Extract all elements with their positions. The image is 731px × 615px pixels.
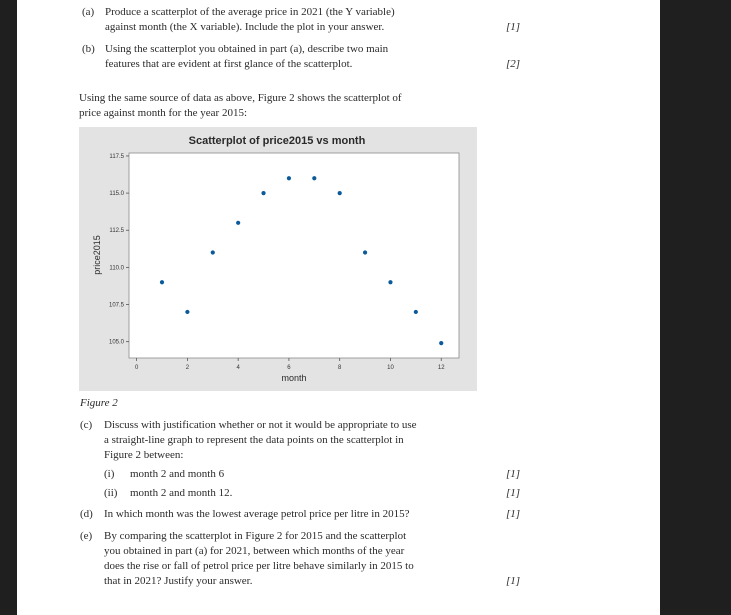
question-c-i-mark: [1] xyxy=(506,468,521,480)
data-point xyxy=(261,191,265,195)
question-b-text xyxy=(105,42,388,72)
figure-caption: Figure 2 xyxy=(80,397,118,409)
question-d-mark: [1] xyxy=(506,508,521,520)
y-tick-label: 112.5 xyxy=(109,228,124,235)
question-d-text: In which month was the lowest average petrol price per litre in 2015? xyxy=(104,508,410,520)
question-b-mark: [2] xyxy=(506,58,521,70)
question-e-line: does the rise or fall of petrol price per litre behave similarly in 2015 to xyxy=(104,560,414,572)
x-tick-label: 12 xyxy=(437,365,445,371)
question-c-i-label: (i) xyxy=(104,468,115,480)
question-a-label: (a) xyxy=(82,6,95,18)
question-a-mark: [1] xyxy=(506,21,521,33)
question-b-line: features that are evident at first glance of the scatterplot. xyxy=(105,58,353,70)
question-d-label: (d) xyxy=(80,508,93,520)
question-b-label: (b) xyxy=(82,43,95,55)
question-e-line: you obtained in part (a) for 2021, between which months of the year xyxy=(104,545,405,557)
x-tick-label: 8 xyxy=(338,365,342,371)
question-c-ii-mark: [1] xyxy=(506,487,521,499)
data-point xyxy=(236,221,240,225)
question-e-label: (e) xyxy=(80,530,93,542)
question-c-line: Figure 2 between: xyxy=(104,449,184,461)
scatterplot-svg xyxy=(79,127,477,391)
question-e-line: By comparing the scatterplot in Figure 2 for 2015 and the scatterplot xyxy=(104,530,407,542)
y-tick-label: 105.0 xyxy=(108,339,124,346)
question-c-line: Discuss with justification whether or not it would be appropriate to use xyxy=(104,419,417,431)
y-tick-label: 115.0 xyxy=(109,191,124,198)
intro-line: Using the same source of data as above, Figure 2 shows the scatterplot of xyxy=(79,92,402,104)
y-tick-label: 107.5 xyxy=(108,302,124,309)
question-a-text xyxy=(105,5,395,35)
x-tick-label: 6 xyxy=(287,365,291,371)
data-point xyxy=(185,310,189,314)
scatterplot-figure xyxy=(79,127,477,391)
x-tick-label: 10 xyxy=(387,365,394,371)
question-c-label: (c) xyxy=(80,419,93,431)
data-point xyxy=(439,341,443,345)
question-a-line: Produce a scatterplot of the average price in 2021 (the Y variable) xyxy=(105,6,395,18)
plot-area xyxy=(129,153,459,358)
data-point xyxy=(388,280,392,284)
question-b-line: Using the scatterplot you obtained in part (a), describe two main xyxy=(105,43,389,55)
question-a-line: against month (the X variable). Include the plot in your answer. xyxy=(105,21,385,33)
intro-paragraph xyxy=(79,91,402,121)
x-tick-label: 0 xyxy=(134,365,139,371)
y-tick-label: 110.0 xyxy=(109,265,124,272)
intro-line: price against month for the year 2015: xyxy=(79,107,248,119)
question-c-text xyxy=(104,418,417,463)
question-e-text xyxy=(104,529,414,589)
data-point xyxy=(160,280,164,284)
x-axis-label: month xyxy=(281,373,307,383)
question-c-ii-text: month 2 and month 12. xyxy=(130,487,233,499)
question-e-line: that in 2021? Justify your answer. xyxy=(104,575,253,587)
data-point xyxy=(312,176,316,180)
y-tick-label: 117.5 xyxy=(109,153,124,160)
x-tick-label: 2 xyxy=(185,365,190,371)
chart-title: Scatterplot of price2015 vs month xyxy=(188,135,366,147)
question-c-line: a straight-line graph to represent the data points on the scatterplot in xyxy=(104,434,404,446)
data-point xyxy=(287,176,291,180)
data-point xyxy=(211,250,215,254)
question-c-i-text: month 2 and month 6 xyxy=(130,468,225,480)
data-point xyxy=(414,310,418,314)
y-axis-label: price2015 xyxy=(92,235,102,275)
question-c-ii-label: (ii) xyxy=(104,487,118,499)
question-e-mark: [1] xyxy=(506,575,521,587)
data-point xyxy=(338,191,342,195)
x-tick-label: 4 xyxy=(236,365,240,371)
data-point xyxy=(363,250,367,254)
